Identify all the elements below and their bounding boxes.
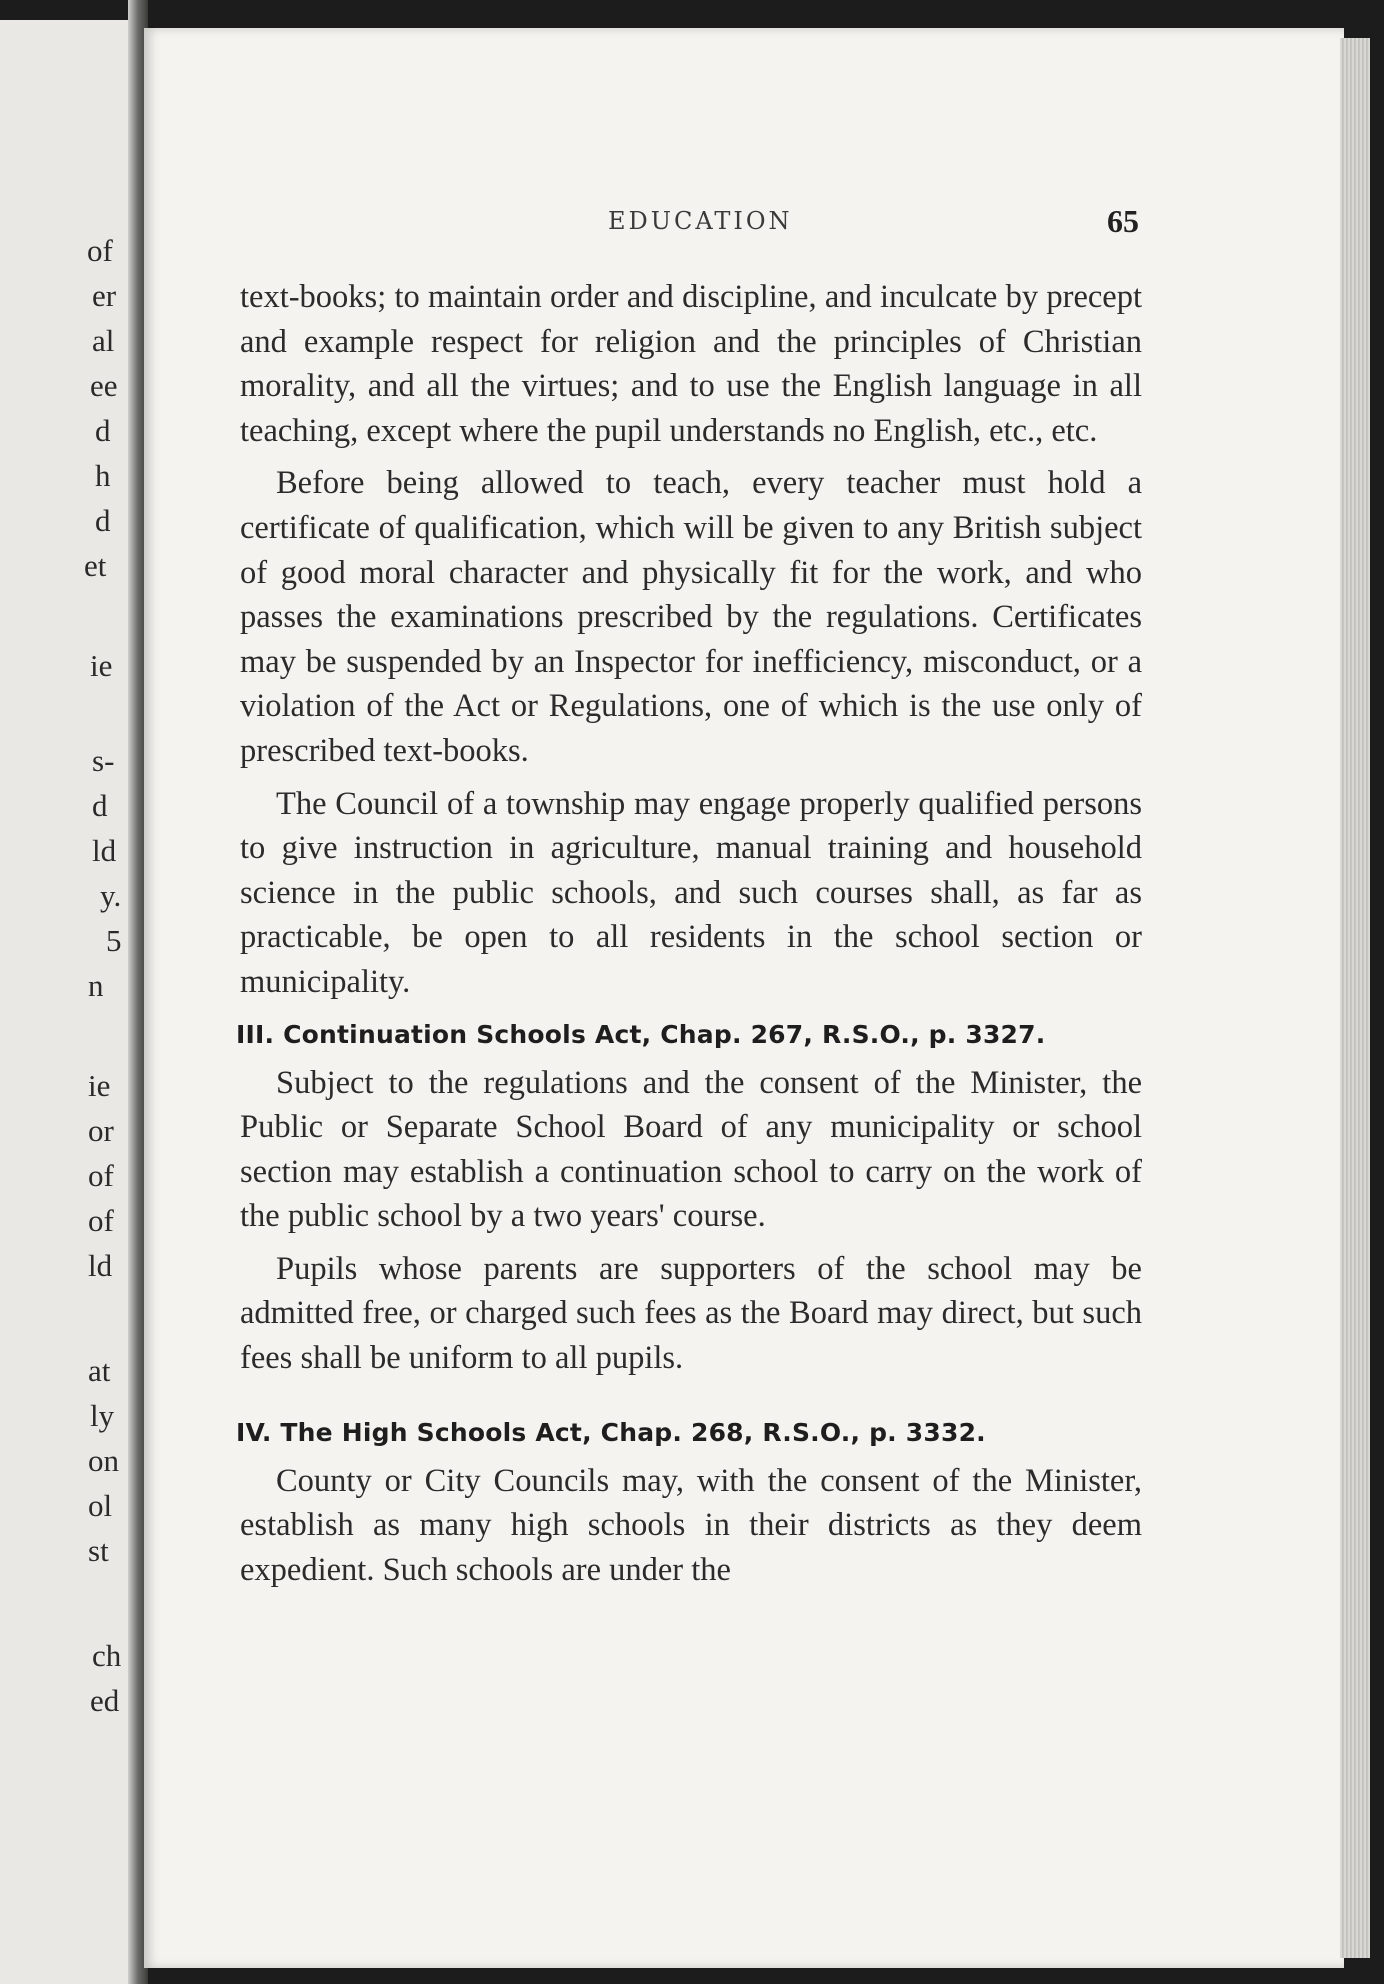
section-heading: IV. The High Schools Act, Chap. 268, R.S.O., p. 3332.: [236, 1417, 986, 1447]
facing-page-text: ie: [90, 648, 113, 683]
paragraph: Subject to the regulations and the consent of the Minister, the Public or Separate School Board of any municipality or school section may establish a continuation school to carry on the work of the public school by a two years' course.: [240, 1064, 1142, 1235]
facing-page-text: ie: [88, 1068, 111, 1103]
facing-page-text: ld: [88, 1248, 113, 1283]
facing-page-text: d: [95, 413, 111, 448]
paragraph: Pupils whose parents are supporters of the school may be admitted free, or charged such fees as the Board may direct, but such fees shall be uniform to all pupils.: [240, 1250, 1142, 1377]
facing-page-text: s-: [92, 743, 115, 778]
facing-page-text: h: [95, 458, 111, 493]
facing-page-text: er: [92, 278, 117, 313]
facing-page-text: ol: [88, 1488, 113, 1523]
facing-page-text: d: [95, 503, 111, 538]
page-number: 65: [1107, 203, 1139, 239]
facing-page-text: ly: [90, 1398, 115, 1433]
paragraph: The Council of a township may engage properly qualified persons to give instruction in agriculture, manual training and household science in the public schools, and such courses shall, as far as practicable, be open to all residents in the school section or municipality.: [240, 785, 1142, 1000]
facing-page-text: y.: [100, 878, 122, 913]
section-heading: III. Continuation Schools Act, Chap. 267, R.S.O., p. 3327.: [236, 1019, 1046, 1049]
facing-page-text: d: [92, 788, 108, 823]
facing-page-text: ld: [92, 833, 117, 868]
page-body: [236, 275, 1142, 1600]
paragraph: County or City Councils may, with the consent of the Minister, establish as many high schools in their districts as they deem expedient. Such schools are under the: [240, 1462, 1142, 1588]
facing-page-fragment: [0, 20, 136, 1984]
facing-page-text: n: [88, 968, 104, 1003]
facing-page-text: of: [87, 233, 113, 268]
facing-page-text: ee: [90, 368, 118, 403]
facing-page-text: or: [88, 1113, 114, 1148]
facing-page-text: of: [88, 1158, 114, 1193]
facing-page-text: of: [88, 1203, 114, 1238]
facing-page-text: 5: [106, 923, 122, 958]
facing-page-text: ed: [90, 1683, 120, 1718]
paragraph: text-books; to maintain order and discipline, and inculcate by precept and example respect for religion and the principles of Christian morality, and all the virtues; and to use the English language in all teaching, except where the pupil understands no English, etc., etc.: [240, 279, 1142, 449]
facing-page-text: ch: [92, 1638, 122, 1673]
facing-page-text: st: [88, 1533, 109, 1568]
facing-page-text: et: [84, 548, 107, 583]
page-edges: [1340, 38, 1370, 1958]
facing-page-text: at: [88, 1353, 111, 1388]
paragraph: Before being allowed to teach, every teacher must hold a certificate of qualification, which will be given to any British subject of good moral character and physically fit for the work, and who passes the examinations prescribed by the regulations. Certificates may be suspended by an Inspector for inefficiency, misconduct, or a violation of the Act or Regulations, one of which is the use only of prescribed text-books.: [240, 465, 1142, 769]
facing-page-text: on: [88, 1443, 119, 1478]
running-head: EDUCATION: [608, 207, 793, 235]
facing-page-text: al: [92, 323, 115, 358]
